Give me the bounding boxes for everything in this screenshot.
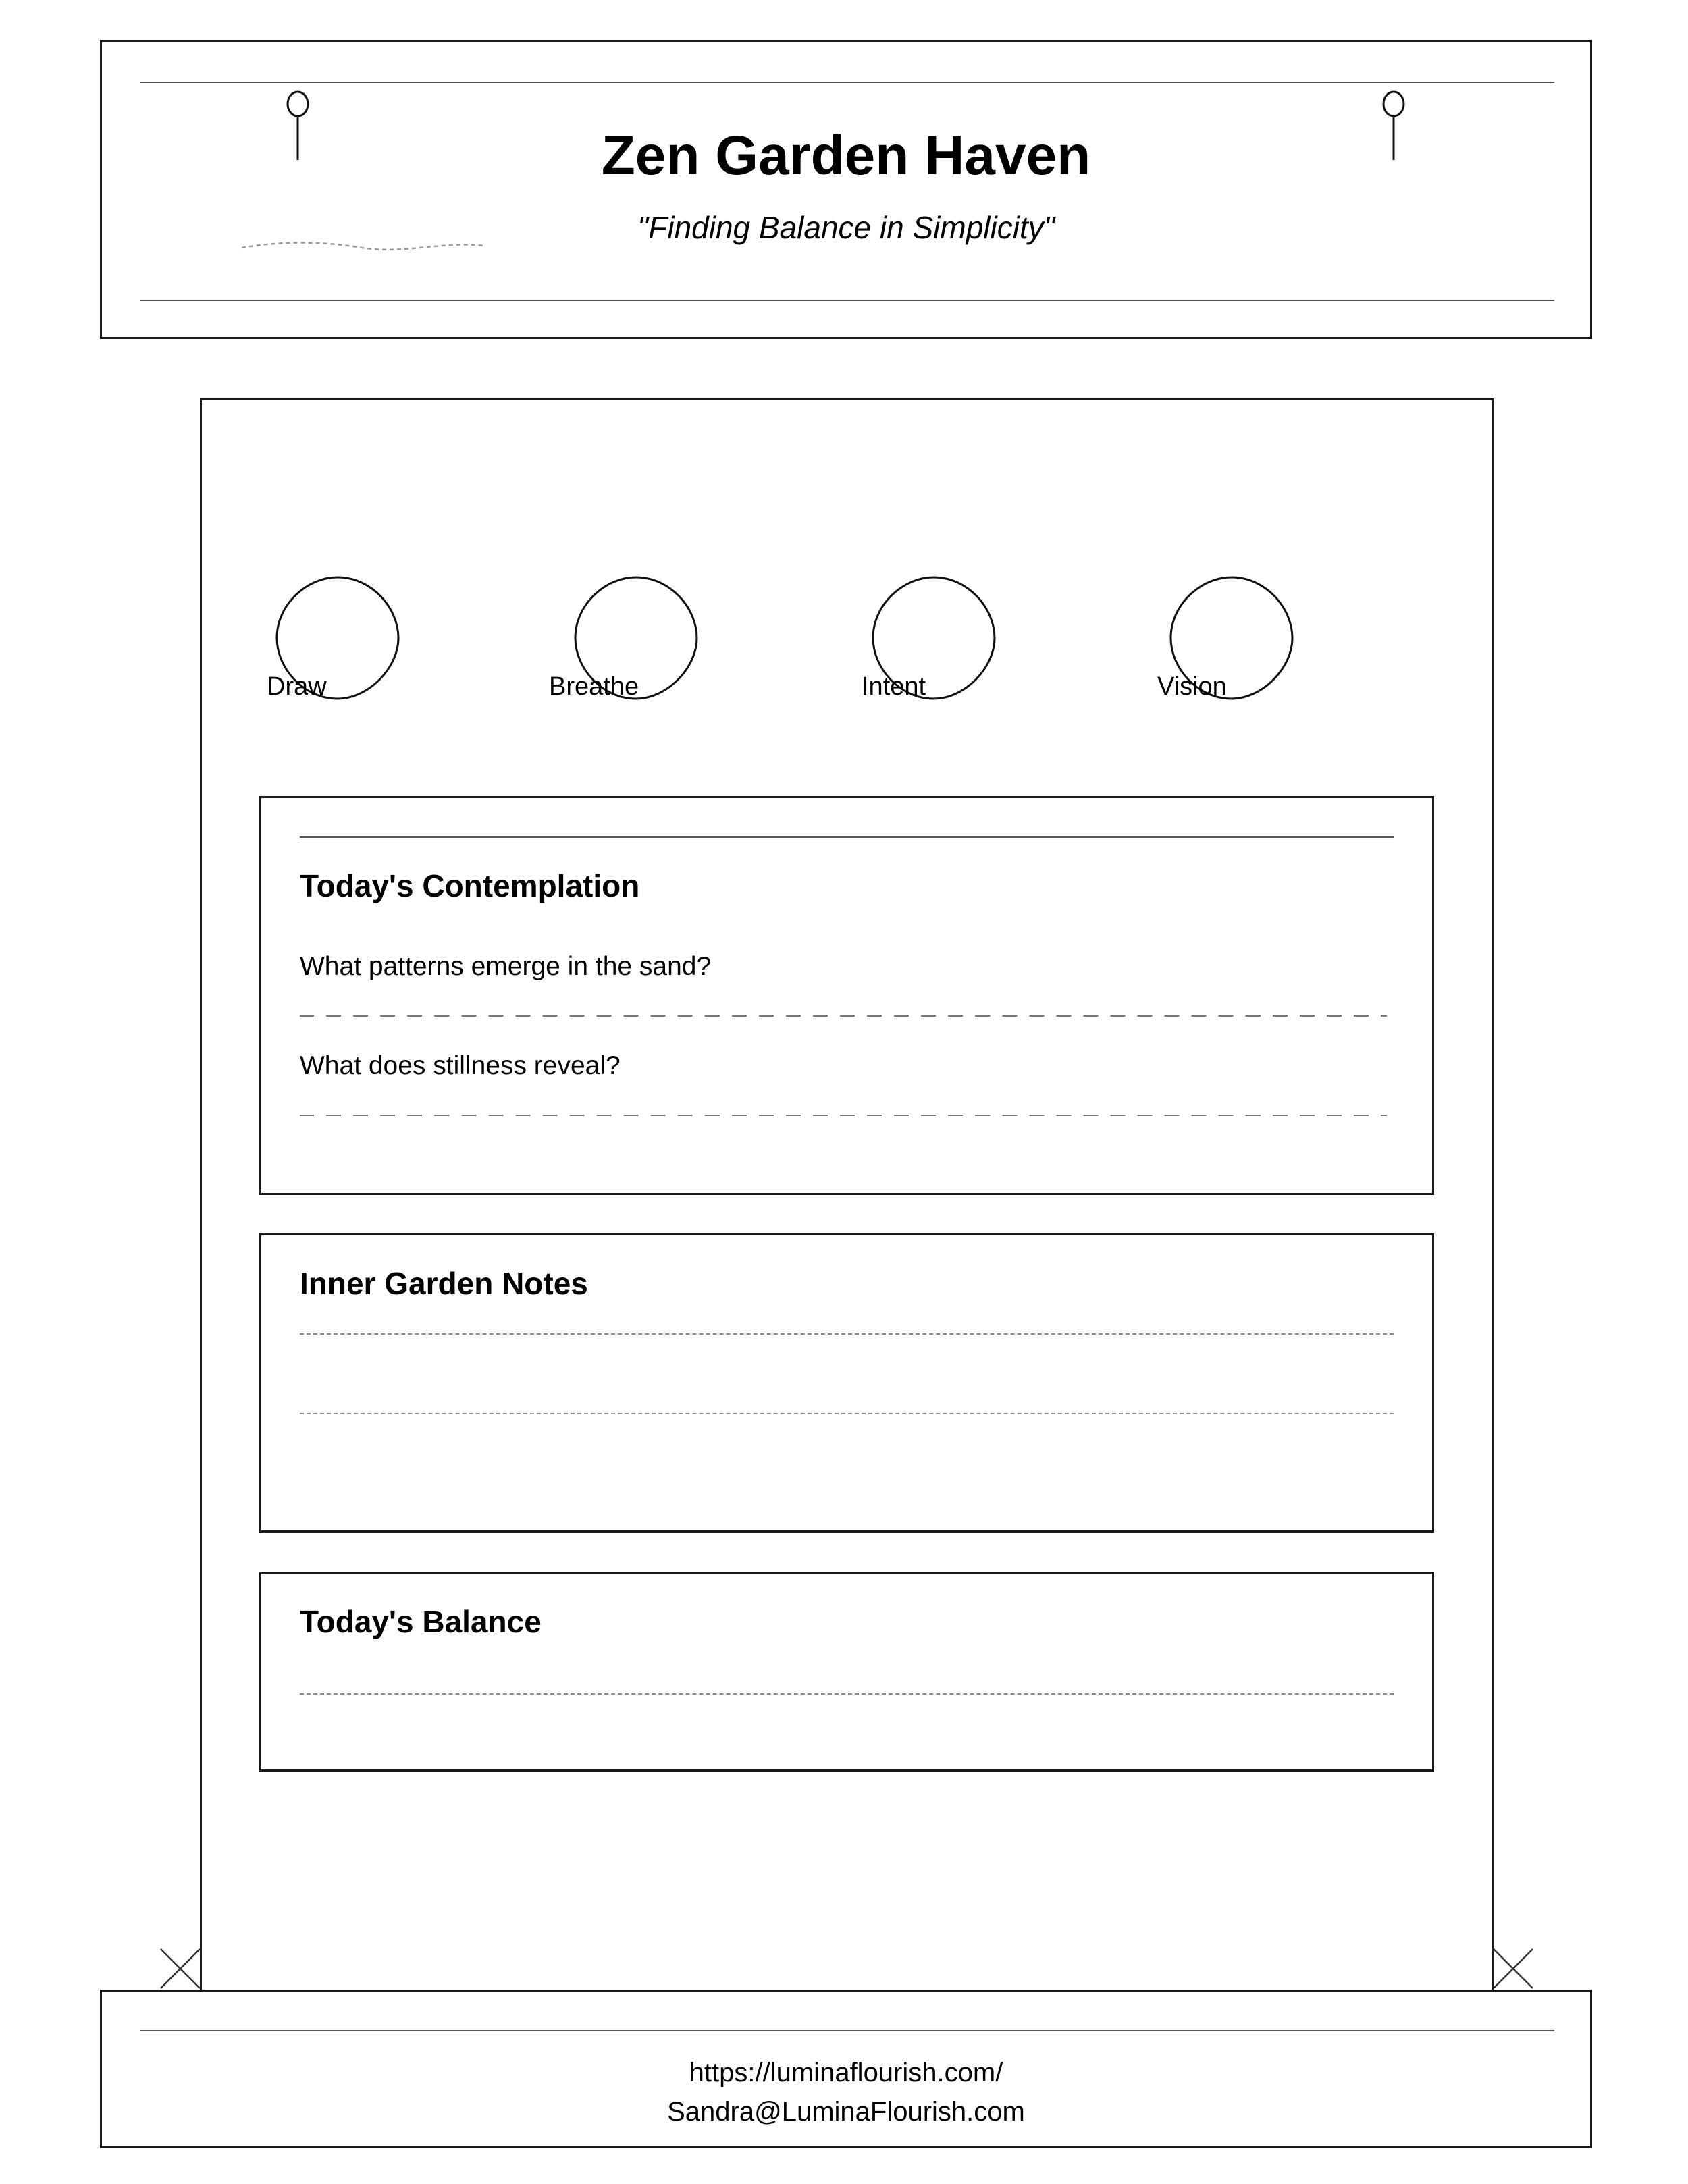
balance-title: Today's Balance [300,1604,542,1639]
footer-url-link[interactable]: https://luminaflourish.com/ [689,2058,1003,2087]
header-bottom-rule [140,300,1554,301]
practice-label-vision: Vision [1157,672,1227,701]
balance-section [259,1572,1434,1772]
footer [100,1990,1592,2148]
contemplation-title: Today's Contemplation [300,868,640,903]
page-tagline: "Finding Balance in Simplicity" [637,210,1055,245]
balance-line[interactable] [300,1693,1394,1695]
contemplation-top-rule [300,836,1394,838]
contemplation-prompt-1: What patterns emerge in the sand? [300,952,712,981]
page-title: Zen Garden Haven [601,125,1091,186]
notes-line-2[interactable] [300,1413,1394,1414]
notes-section [259,1233,1434,1533]
contemplation-section [259,796,1434,1195]
answer-line-2[interactable] [300,1115,1387,1116]
practice-label-breathe: Breathe [549,672,639,701]
contemplation-prompt-2: What does stillness reveal? [300,1051,621,1080]
answer-line-1[interactable] [300,1015,1387,1017]
practice-label-intent: Intent [862,672,926,701]
notes-line-1[interactable] [300,1333,1394,1335]
header-banner [100,40,1592,339]
practice-label-draw: Draw [267,672,327,701]
right-cross-icon [1492,1948,1534,1990]
notes-title: Inner Garden Notes [300,1266,588,1301]
footer-top-rule [140,2030,1554,2031]
header-top-rule [140,82,1554,83]
footer-email-link[interactable]: Sandra@LuminaFlourish.com [667,2097,1025,2127]
left-cross-icon [159,1948,201,1990]
